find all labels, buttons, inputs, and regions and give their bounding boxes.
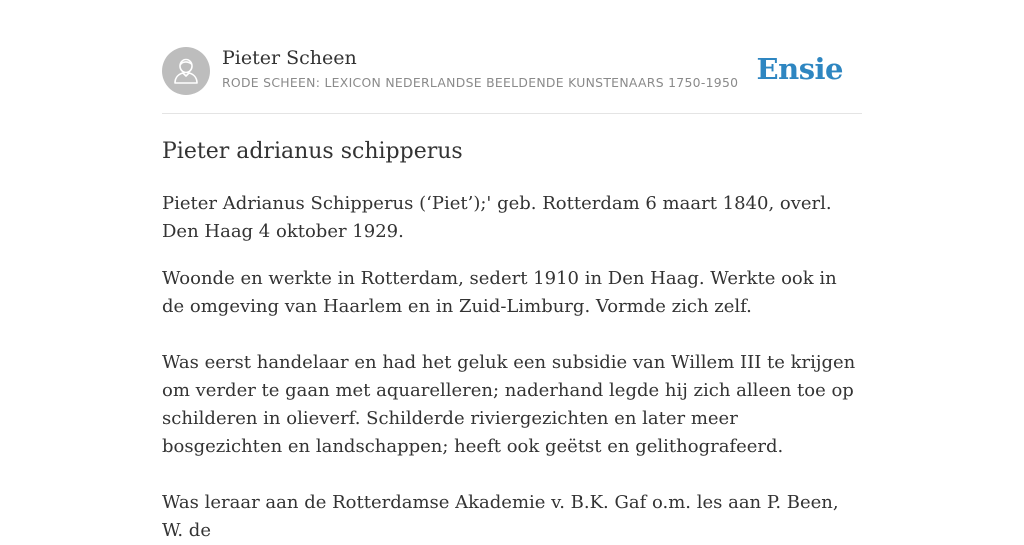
author-name[interactable]: Pieter Scheen [222, 47, 357, 69]
article-paragraph: Was eerst handelaar en had het geluk een subsidie van Willem III te krijgen om verder te gaan met aquarelleren; naderhand legde hij zich alleen toe op schilderen in olieverf. Schilderde riviergezichten en later meer bosgezichten en landschappen; heeft ook geëtst en gelithografeerd. [162, 352, 856, 457]
author-avatar[interactable] [162, 47, 210, 95]
user-placeholder-icon [162, 47, 210, 95]
article-body [162, 136, 862, 545]
article-title: Pieter adrianus schipperus [162, 139, 463, 164]
article-paragraph: Pieter Adrianus Schipperus (‘Piet’);' geb. Rotterdam 6 maart 1840, overl. Den Haag 4 oktober 1929. [162, 193, 832, 242]
source-title[interactable]: RODE SCHEEN: LEXICON NEDERLANDSE BEELDENDE KUNSTENAARS 1750-1950 [222, 75, 739, 90]
article-paragraph: Was leraar aan de Rotterdamse Akademie v. B.K. Gaf o.m. les aan P. Been, W. de [162, 492, 839, 541]
article-header [162, 46, 862, 96]
ensie-logo[interactable]: Ensie [756, 52, 843, 86]
article-paragraph: Woonde en werkte in Rotterdam, sedert 1910 in Den Haag. Werkte ook in de omgeving van Haarlem en in Zuid-Limburg. Vormde zich zelf. [162, 268, 837, 317]
header-divider [162, 113, 862, 114]
